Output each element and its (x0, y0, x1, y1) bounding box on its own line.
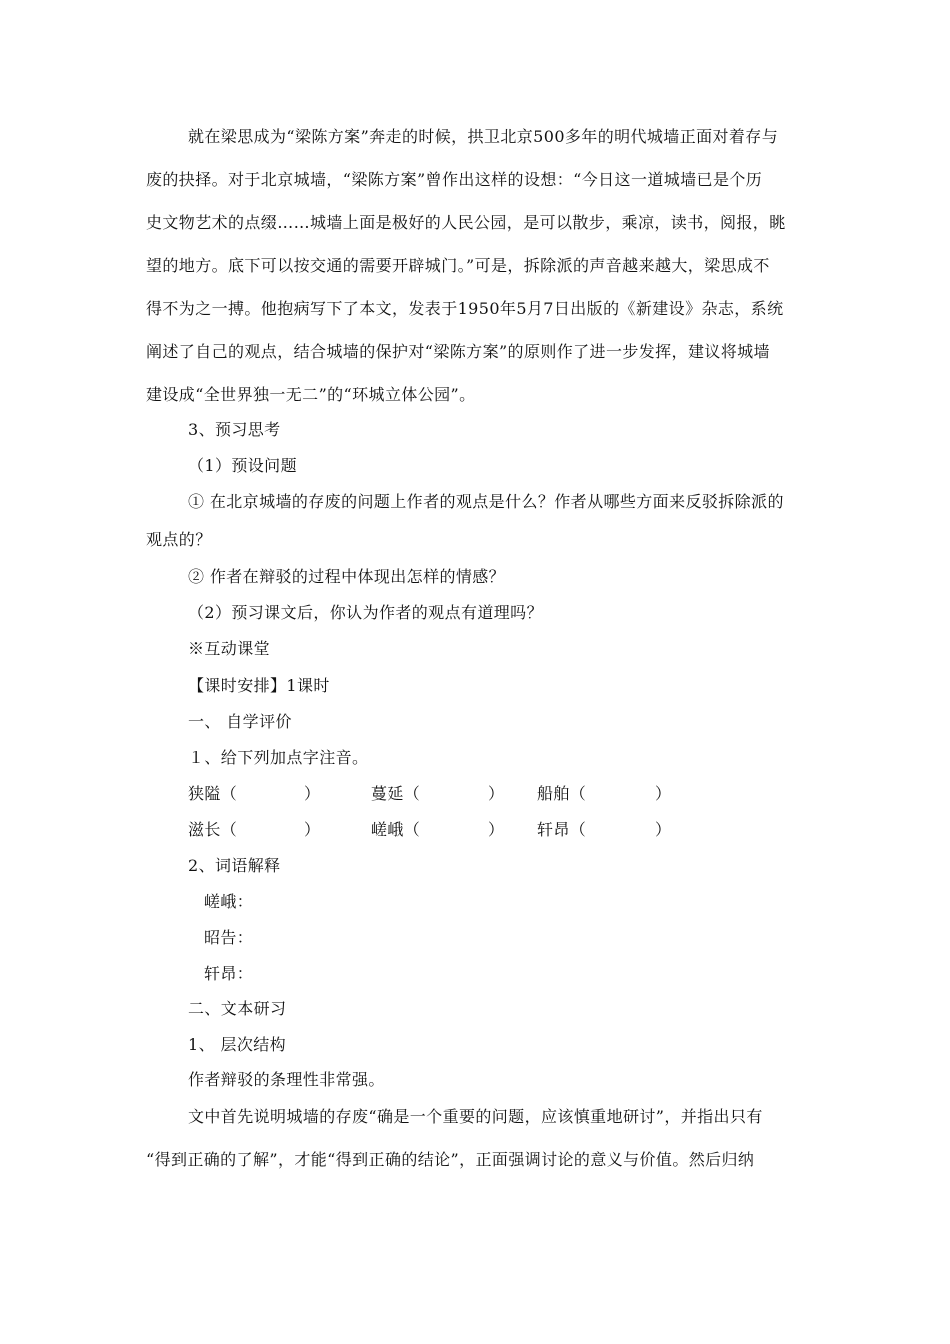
question-1-line: ① 在北京城墙的存废的问题上作者的观点是什么？作者从哪些方面来反驳拆除派的 (188, 492, 784, 511)
pinyin-word: 狭隘（ (188, 784, 238, 803)
pinyin-item (188, 820, 237, 840)
paragraph-line: 废的抉择。对于北京城墙，“梁陈方案”曾作出这样的设想：“今日这一道城墙已是个历 (146, 170, 763, 189)
paragraph-line: 建设成“全世界独一无二”的“环城立体公园”。 (146, 385, 476, 404)
pinyin-close: ） (655, 820, 672, 839)
paragraph-line: 文中首先说明城墙的存废“确是一个重要的问题，应该慎重地研讨”，并指出只有 (188, 1107, 763, 1126)
paragraph-line: “得到正确的了解”，才能“得到正确的结论”，正面强调讨论的意义与价值。然后归纳 (146, 1150, 755, 1169)
term-item: 昭告： (204, 928, 254, 947)
paragraph-line: 望的地方。底下可以按交通的需要开辟城门。”可是，拆除派的声音越来越大，梁思成不 (146, 256, 770, 275)
schedule-line: 【课时安排】1课时 (188, 676, 330, 695)
pinyin-word: 蔓延（ (371, 784, 421, 803)
section-heading-classroom: ※互动课堂 (188, 639, 271, 658)
pinyin-item (371, 820, 420, 840)
pinyin-close: ） (655, 784, 672, 803)
subheading-preset-questions: （1）预设问题 (188, 456, 297, 475)
pinyin-item (537, 784, 586, 804)
pinyin-close: ） (304, 820, 321, 839)
paragraph-line: 就在梁思成为“梁陈方案”奔走的时候，拱卫北京500多年的明代城墙正面对着存与 (188, 127, 779, 146)
term-item: 嵯峨： (204, 892, 254, 911)
pinyin-word: 轩昂（ (537, 820, 587, 839)
term-item: 轩昂： (204, 964, 254, 983)
pinyin-close: ） (488, 784, 505, 803)
paragraph-line: 史文物艺术的点缀……城墙上面是极好的人民公园，是可以散步，乘凉，读书，阅报，眺 (146, 213, 786, 232)
task-pinyin: １、给下列加点字注音。 (188, 748, 369, 767)
pinyin-word: 嵯峨（ (371, 820, 421, 839)
pinyin-close: ） (488, 820, 505, 839)
pinyin-close: ） (304, 784, 321, 803)
pinyin-word: 船舶（ (537, 784, 587, 803)
pinyin-item (537, 820, 586, 840)
section-heading-self-evaluation: 一、 自学评价 (188, 712, 292, 731)
pinyin-item (371, 784, 420, 804)
pinyin-item (188, 784, 237, 804)
task-word-explanation: 2、词语解释 (188, 856, 281, 875)
paragraph-line: 阐述了自己的观点，结合城墙的保护对“梁陈方案”的原则作了进一步发挥，建议将城墙 (146, 342, 770, 361)
subheading-structure: 1、 层次结构 (188, 1035, 287, 1054)
question-2: ② 作者在辩驳的过程中体现出怎样的情感？ (188, 567, 506, 586)
question-1-line: 观点的？ (146, 530, 212, 549)
section-heading-text-study: 二、文本研习 (188, 999, 287, 1018)
section-heading-preview: 3、预习思考 (188, 420, 281, 439)
paragraph-line: 得不为之一搏。他抱病写下了本文，发表于1950年5月7日出版的《新建设》杂志，系统 (146, 299, 784, 318)
subheading-preview-question: （2）预习课文后，你认为作者的观点有道理吗？ (188, 603, 543, 622)
text-line: 作者辩驳的条理性非常强。 (188, 1070, 385, 1089)
pinyin-word: 滋长（ (188, 820, 238, 839)
